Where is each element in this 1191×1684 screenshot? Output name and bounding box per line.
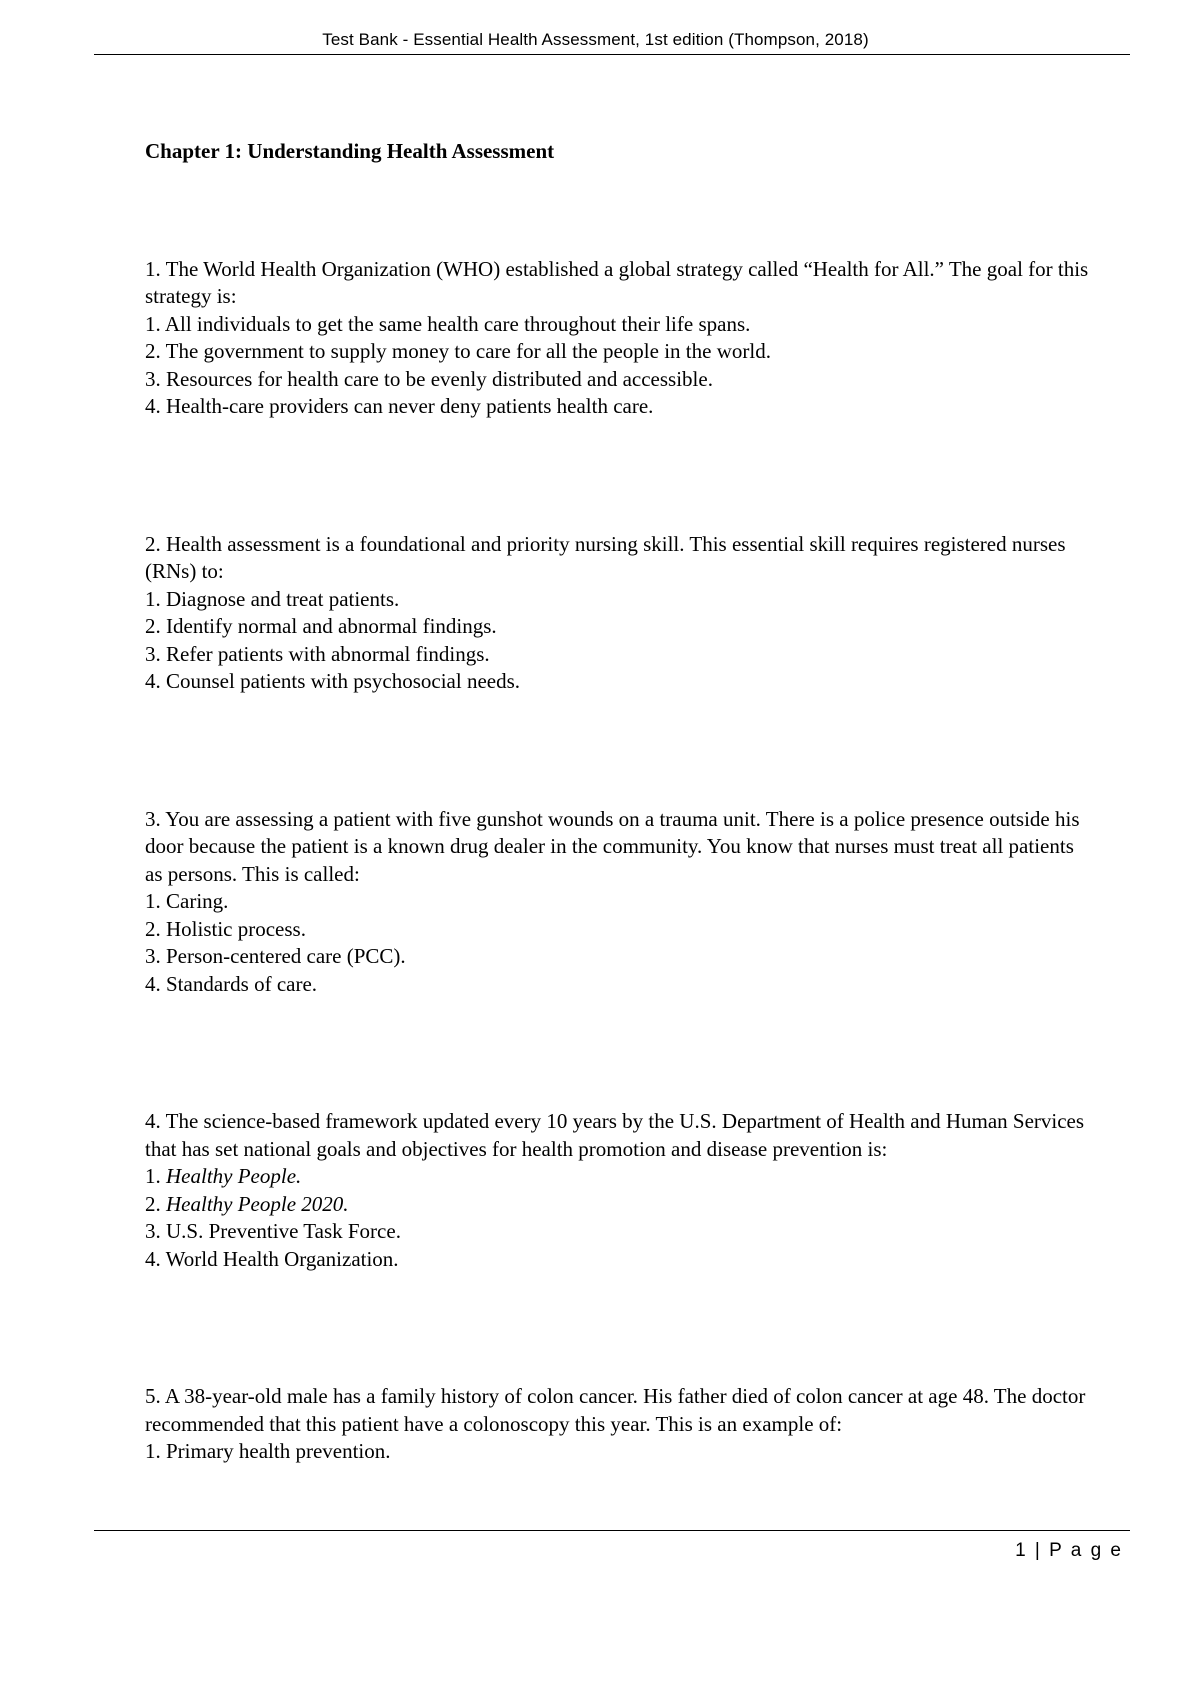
answer-option: 1. Primary health prevention. bbox=[145, 1439, 391, 1463]
answer-option: 4. Health-care providers can never deny patients health care. bbox=[145, 394, 654, 418]
chapter-title: Chapter 1: Understanding Health Assessment bbox=[145, 139, 555, 163]
answer-option bbox=[145, 1163, 1095, 1191]
option-number: 2. bbox=[145, 1191, 166, 1216]
answer-option bbox=[145, 1191, 1095, 1219]
question-2 bbox=[145, 531, 1095, 696]
question-stem: 3. You are assessing a patient with five gunshot wounds on a trauma unit. There is a police presence outside his door because the patient is a known drug dealer in the community. You know that nurses must treat all patients as persons. This is called: bbox=[145, 806, 1080, 886]
answer-options bbox=[145, 586, 1095, 696]
option-text: Healthy People. bbox=[166, 1164, 302, 1188]
answer-option: 4. Counsel patients with psychosocial needs. bbox=[145, 669, 521, 693]
answer-option: 3. Person-centered care (PCC). bbox=[145, 944, 406, 968]
running-header: Test Bank - Essential Health Assessment, 1st edition (Thompson, 2018) bbox=[322, 30, 869, 49]
answer-option: 2. Identify normal and abnormal findings. bbox=[145, 614, 497, 638]
answer-options bbox=[145, 311, 1095, 421]
option-number: 1. bbox=[145, 1164, 166, 1188]
page-content bbox=[145, 138, 1095, 1576]
answer-options bbox=[145, 1438, 1095, 1466]
option-text: Healthy People 2020. bbox=[166, 1191, 349, 1216]
answer-option: 1. Caring. bbox=[145, 889, 229, 913]
answer-option: 3. Refer patients with abnormal findings. bbox=[145, 641, 490, 666]
answer-option: 4. Standards of care. bbox=[145, 971, 318, 996]
answer-option: 3. U.S. Preventive Task Force. bbox=[145, 1219, 401, 1243]
question-stem: 4. The science-based framework updated every 10 years by the U.S. Department of Health and Human Services that has set national goals and objectives for health promotion and disease prevention is: bbox=[145, 1109, 1085, 1161]
question-stem: 2. Health assessment is a foundational and priority nursing skill. This essential skill requires registered nurses (RNs) to: bbox=[145, 531, 1066, 583]
answer-option: 2. Holistic process. bbox=[145, 916, 306, 941]
question-3 bbox=[145, 806, 1095, 999]
question-stem: 5. A 38-year-old male has a family history of colon cancer. His father died of colon cancer at age 48. The doctor recommended that this patient have a colonoscopy this year. This is an example of: bbox=[145, 1384, 1086, 1436]
question-5 bbox=[145, 1383, 1095, 1466]
answer-options bbox=[145, 1163, 1095, 1273]
answer-option: 1. Diagnose and treat patients. bbox=[145, 586, 400, 611]
page-number: 1 | P a g e bbox=[1015, 1540, 1123, 1561]
question-1 bbox=[145, 256, 1095, 421]
footer-divider bbox=[94, 1530, 1130, 1531]
answer-options bbox=[145, 888, 1095, 998]
question-4 bbox=[145, 1108, 1095, 1273]
header-divider bbox=[94, 54, 1130, 55]
answer-option: 4. World Health Organization. bbox=[145, 1246, 399, 1271]
answer-option: 1. All individuals to get the same health care throughout their life spans. bbox=[145, 311, 751, 336]
question-stem: 1. The World Health Organization (WHO) established a global strategy called “Health for All.” The goal for this strategy is: bbox=[145, 256, 1089, 308]
answer-option: 3. Resources for health care to be evenly distributed and accessible. bbox=[145, 366, 713, 391]
answer-option: 2. The government to supply money to care for all the people in the world. bbox=[145, 339, 771, 363]
